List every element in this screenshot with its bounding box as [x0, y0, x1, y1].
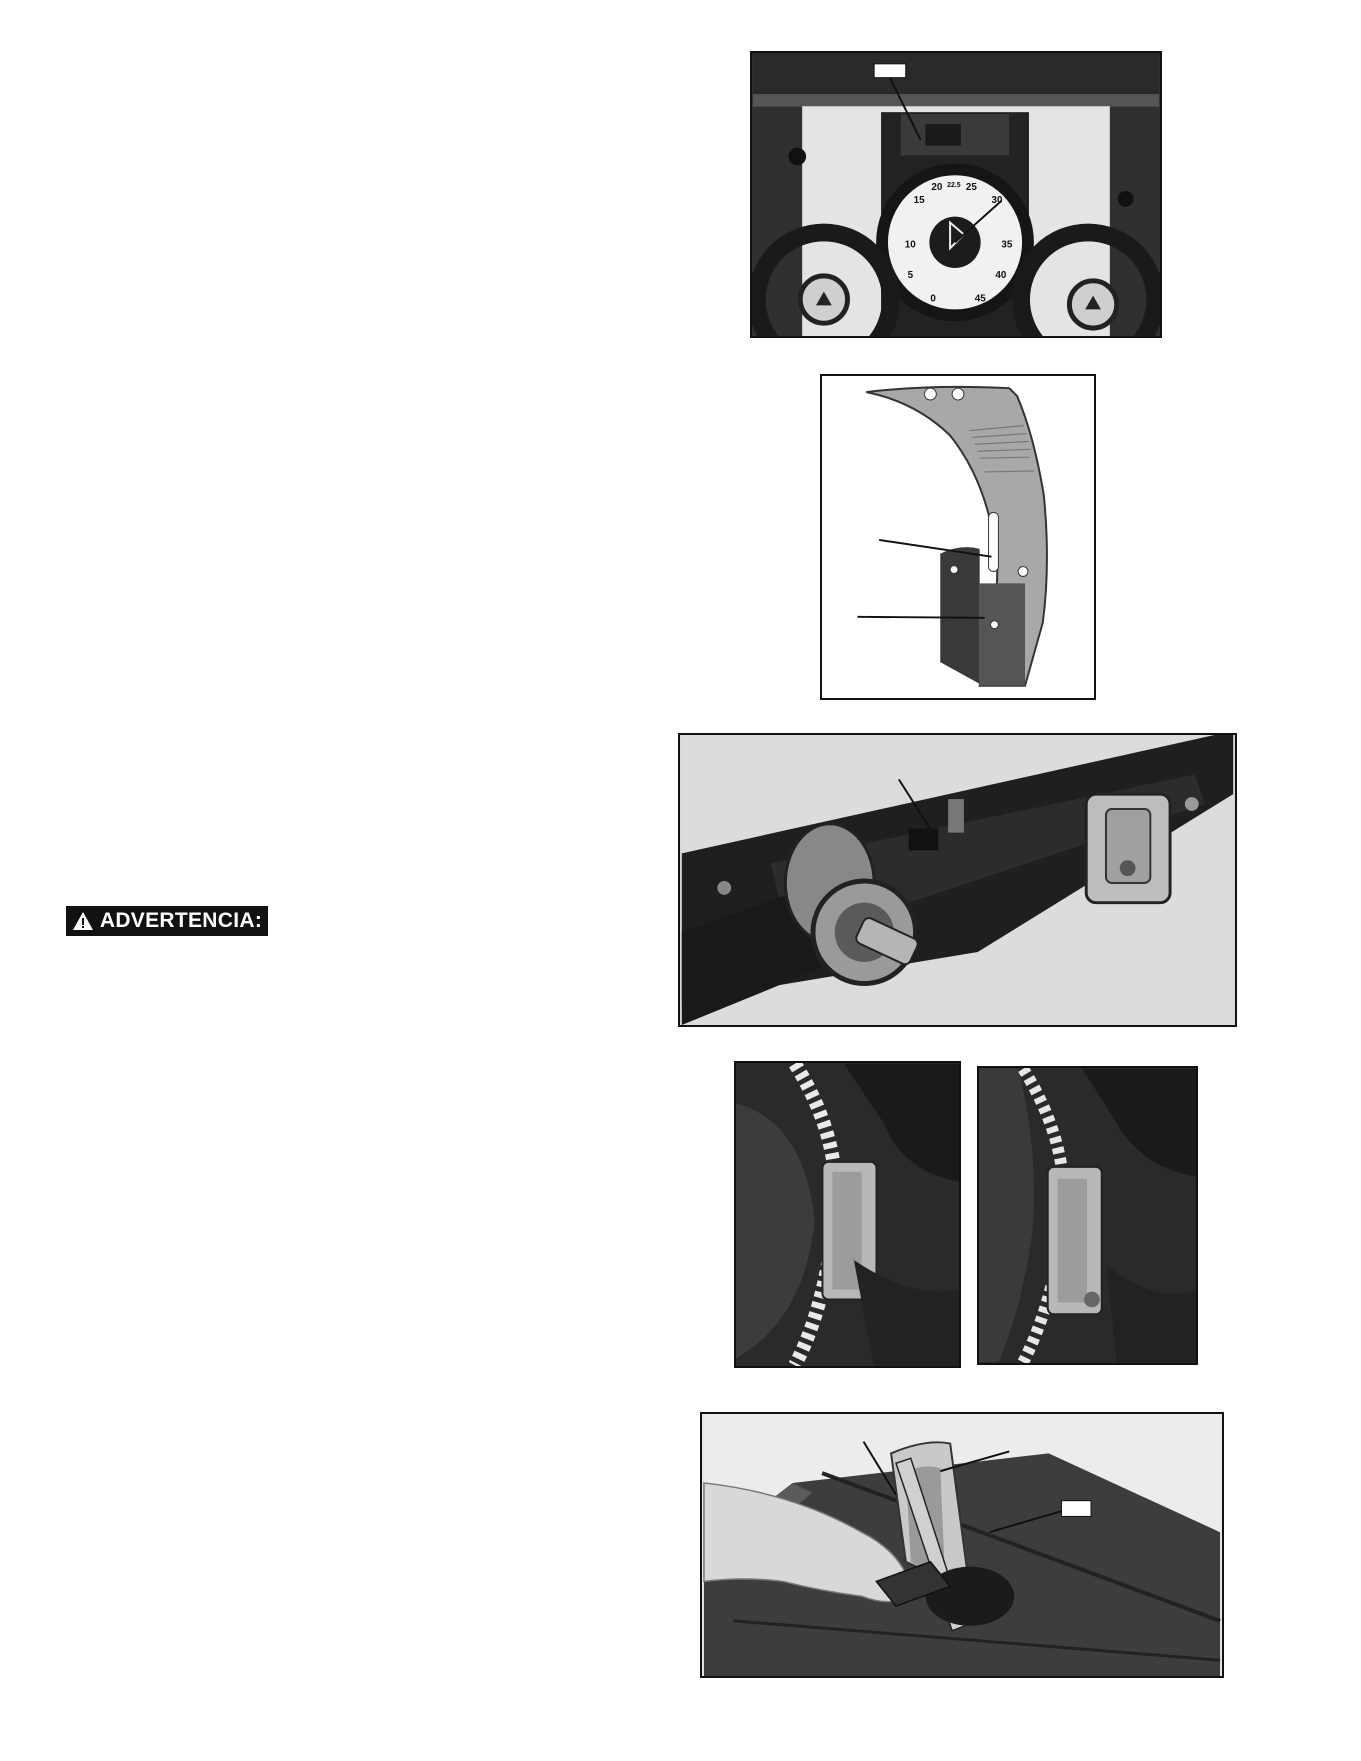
- riving-knife-position-b-photo: [979, 1068, 1196, 1363]
- dial-label-35: 35: [1001, 239, 1013, 251]
- riving-knife-photo: [822, 376, 1094, 698]
- dial-label-0: 0: [930, 293, 936, 305]
- riving-knife-position-a-photo: [736, 1063, 959, 1366]
- figure-riving-knife: [820, 374, 1096, 700]
- figure-arbor-bracket: [678, 733, 1237, 1027]
- dial-label-25: 25: [965, 182, 977, 194]
- figure-bevel-dial: [750, 51, 1162, 338]
- dial-label-30: 30: [991, 194, 1003, 206]
- bevel-dial-photo: [752, 53, 1160, 336]
- warning-label: [66, 906, 268, 936]
- dial-label-22-5: 22.5: [947, 182, 961, 190]
- figure-riving-knife-position-b: [977, 1066, 1198, 1365]
- dial-label-45: 45: [974, 293, 986, 305]
- figure-table-alignment: [700, 1412, 1224, 1678]
- arbor-bracket-photo: [680, 735, 1235, 1025]
- dial-label-40: 40: [995, 269, 1007, 281]
- dial-label-20: 20: [931, 182, 943, 194]
- warning-triangle-icon: [72, 911, 94, 931]
- figure-riving-knife-position-a: [734, 1061, 961, 1368]
- dial-label-15: 15: [913, 194, 925, 206]
- warning-text: ADVERTENCIA:: [99, 909, 263, 932]
- dial-label-5: 5: [907, 269, 914, 281]
- table-alignment-photo: [702, 1414, 1222, 1676]
- dial-label-10: 10: [904, 239, 916, 251]
